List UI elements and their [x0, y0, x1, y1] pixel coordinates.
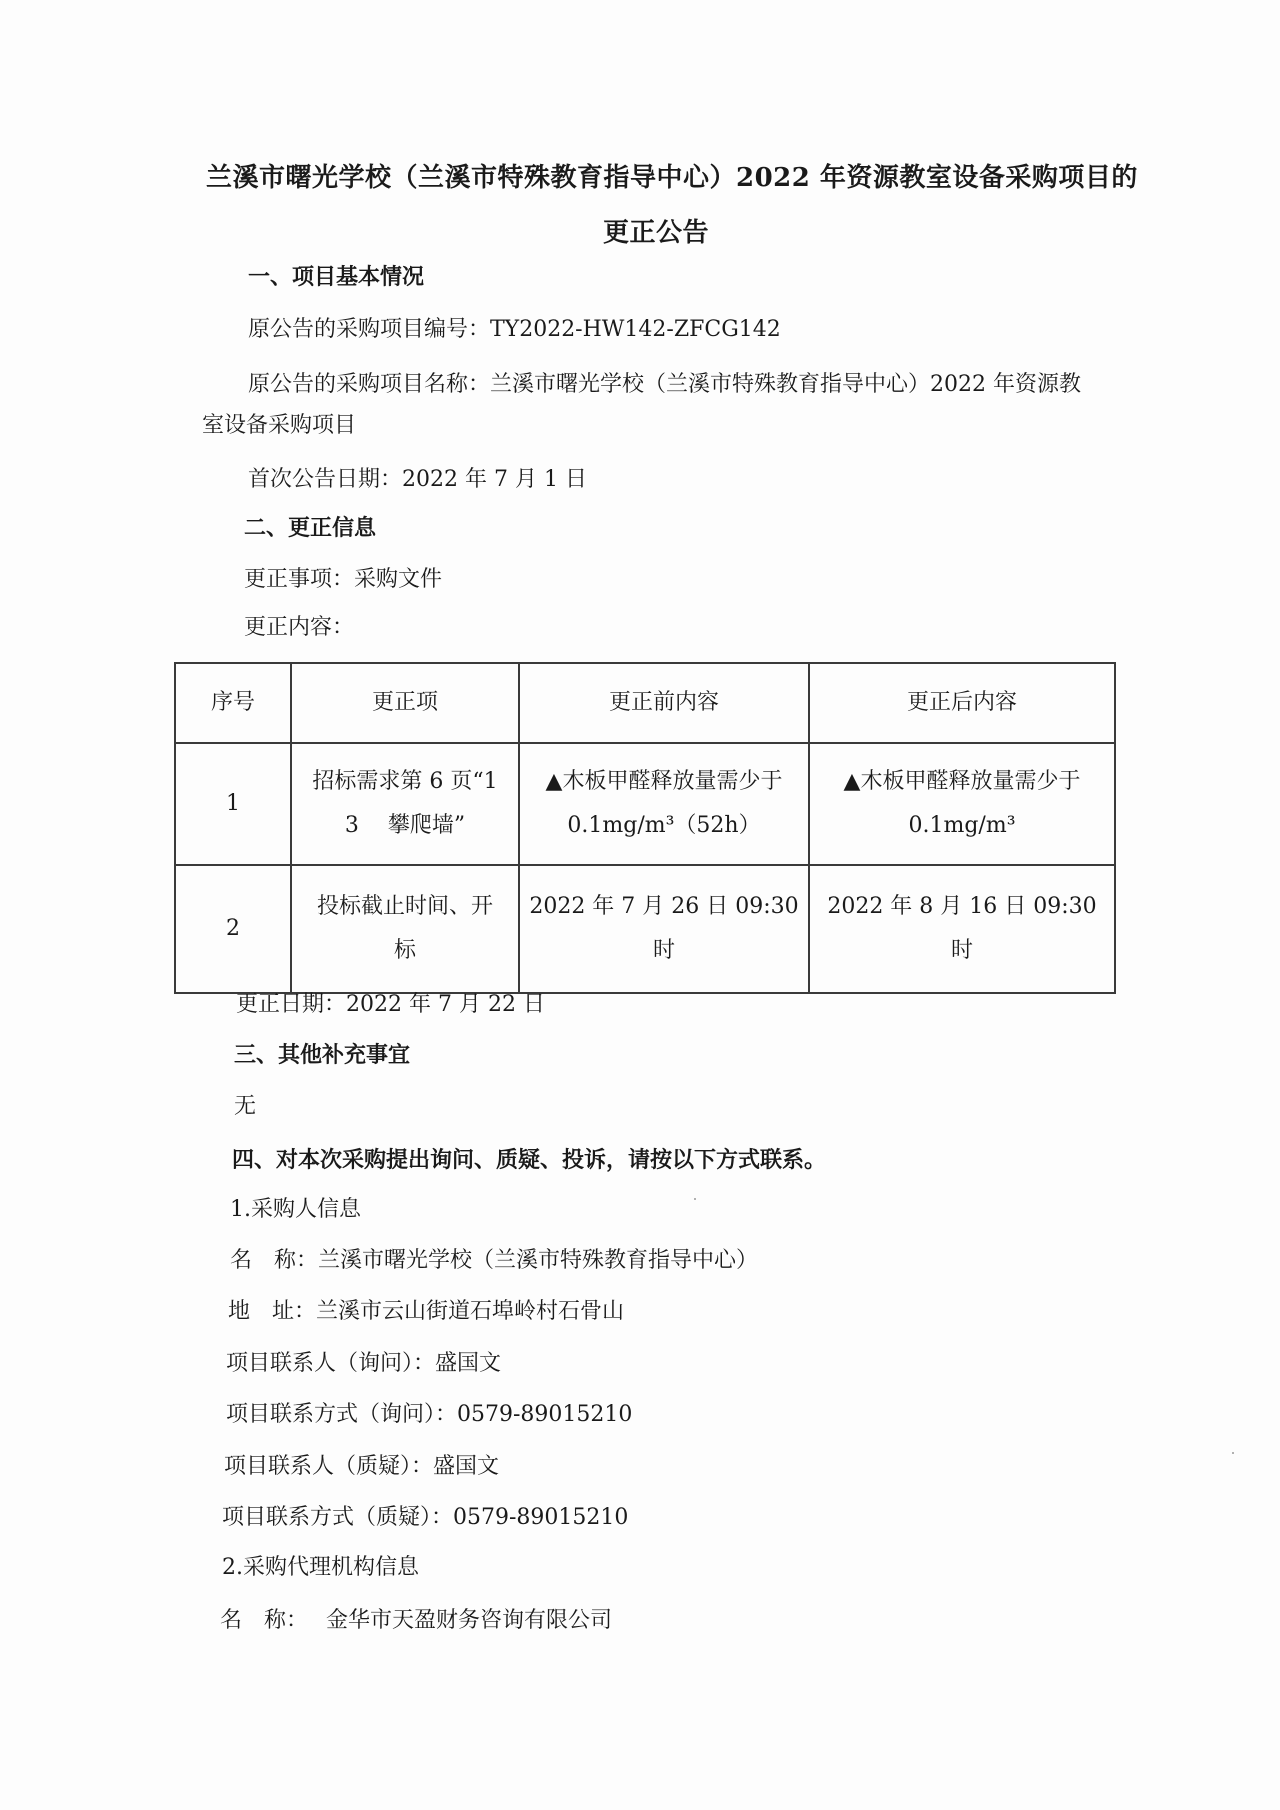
correction-date: 更正日期：2022 年 7 月 22 日	[236, 992, 545, 1017]
row2-item: 投标截止时间、开 标	[291, 865, 519, 993]
title-line-2: 更正公告	[603, 218, 710, 248]
project-number: 原公告的采购项目编号：TY2022-HW142-ZFCG142	[248, 317, 781, 342]
buyer-info-title: 1.采购人信息	[230, 1197, 361, 1222]
section3-heading: 三、其他补充事宜	[234, 1042, 411, 1068]
correction-content-label: 更正内容：	[244, 615, 355, 640]
table-header-row	[175, 663, 1115, 743]
agency-name: 金华市天盈财务咨询有限公司	[326, 1608, 613, 1633]
row1-no: 1	[175, 743, 291, 865]
first-announcement-date: 首次公告日期：2022 年 7 月 1 日	[248, 467, 587, 492]
row1-after: ▲木板甲醛释放量需少于 0.1mg/m³	[809, 743, 1115, 865]
agency-name-label: 名 称：	[220, 1608, 309, 1633]
phone-question: 项目联系方式（质疑）：0579-89015210	[222, 1505, 629, 1530]
header-no: 序号	[175, 663, 291, 743]
phone-inquiry: 项目联系方式（询问）：0579-89015210	[226, 1402, 633, 1427]
table-row	[175, 865, 1115, 993]
header-before: 更正前内容	[519, 663, 809, 743]
scan-speck	[1232, 1452, 1234, 1454]
section3-body: 无	[234, 1094, 257, 1119]
title-line-1: 兰溪市曙光学校（兰溪市特殊教育指导中心）2022 年资源教室设备采购项目的	[206, 163, 1138, 193]
section4-heading: 四、对本次采购提出询问、质疑、投诉，请按以下方式联系。	[232, 1147, 827, 1173]
header-after: 更正后内容	[809, 663, 1115, 743]
row1-item: 招标需求第 6 页“1 3 攀爬墙”	[291, 743, 519, 865]
contact-inquiry: 项目联系人（询问）：盛国文	[226, 1351, 502, 1376]
row1-before: ▲木板甲醛释放量需少于 0.1mg/m³（52h）	[519, 743, 809, 865]
scan-speck	[694, 1198, 696, 1200]
section2-heading: 二、更正信息	[244, 515, 377, 541]
project-name-line-2: 室设备采购项目	[202, 413, 357, 438]
row2-before: 2022 年 7 月 26 日 09:30 时	[519, 865, 809, 993]
contact-question: 项目联系人（质疑）：盛国文	[224, 1454, 500, 1479]
correction-item: 更正事项：采购文件	[244, 567, 443, 592]
project-name-line-1: 原公告的采购项目名称：兰溪市曙光学校（兰溪市特殊教育指导中心）2022 年资源教	[248, 372, 1081, 397]
table-row	[175, 743, 1115, 865]
section1-heading: 一、项目基本情况	[248, 264, 425, 290]
agency-info-title: 2.采购代理机构信息	[222, 1555, 419, 1580]
buyer-address: 地 址：兰溪市云山街道石埠岭村石骨山	[228, 1299, 625, 1324]
correction-table	[174, 662, 1116, 994]
header-item: 更正项	[291, 663, 519, 743]
row2-after: 2022 年 8 月 16 日 09:30 时	[809, 865, 1115, 993]
buyer-name: 名 称：兰溪市曙光学校（兰溪市特殊教育指导中心）	[230, 1248, 759, 1273]
row2-no: 2	[175, 865, 291, 993]
